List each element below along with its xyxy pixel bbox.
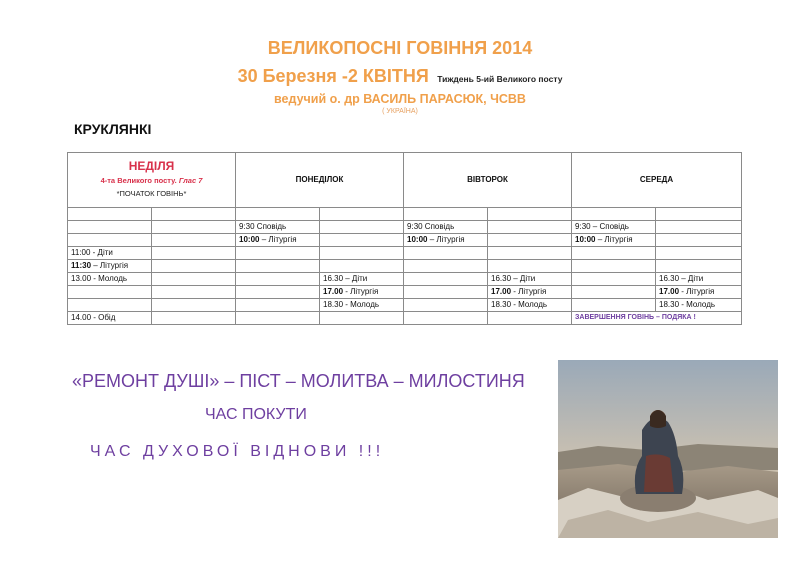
tuesday-liturgy — [404, 234, 488, 247]
tuesday-youth: 18.30 - Молодь — [488, 299, 572, 312]
sunday-lunch: 14.00 - Обід — [68, 312, 152, 325]
tuesday-children: 16.30 – Діти — [488, 273, 572, 286]
monday-confession: 9:30 Сповідь — [236, 221, 320, 234]
wednesday-evening-liturgy-label: - Літургія — [679, 287, 715, 296]
event-dates: 30 Березня -2 КВІТНЯ — [237, 66, 429, 86]
monday-children: 16.30 – Діти — [320, 273, 404, 286]
sunday-children: 11:00 - Діти — [68, 247, 152, 260]
tuesday-evening-liturgy-time: 17.00 — [491, 287, 512, 296]
sunday-liturgy-label: – Літургія — [91, 261, 129, 270]
dates-line — [0, 66, 800, 87]
slogan-line-1: «РЕМОНТ ДУШІ» – ПІСТ – МОЛИТВА – МИЛОСТИНЯ — [72, 371, 525, 391]
tuesday-evening-liturgy — [488, 286, 572, 299]
wednesday-liturgy-label: – Літургія — [595, 235, 633, 244]
sunday-week: 4-та Великого посту. — [100, 176, 177, 185]
christ-in-desert-painting — [558, 360, 778, 538]
wednesday-liturgy — [572, 234, 656, 247]
table-row — [68, 273, 742, 286]
wednesday-evening-liturgy — [656, 286, 742, 299]
table-row — [68, 221, 742, 234]
closing-note — [572, 312, 742, 325]
monday-evening-liturgy-label: - Літургія — [343, 287, 379, 296]
parish-name: КРУКЛЯНКІ — [74, 121, 152, 137]
wednesday-header: СЕРЕДА — [572, 153, 742, 208]
sunday-name: НЕДІЛЯ — [128, 159, 175, 173]
slogan-line-3: ЧАС ДУХОВОЇ ВІДНОВИ !!! — [90, 443, 385, 460]
wednesday-children: 16.30 – Діти — [656, 273, 742, 286]
monday-liturgy-label: – Літургія — [259, 235, 297, 244]
tuesday-evening-liturgy-label: - Літургія — [511, 287, 547, 296]
tuesday-liturgy-label: – Літургія — [427, 235, 465, 244]
wednesday-confession: 9:30 – Сповідь — [572, 221, 656, 234]
table-row — [68, 286, 742, 299]
tuesday-confession: 9:30 Сповідь — [404, 221, 488, 234]
sunday-liturgy-time: 11:30 — [71, 261, 92, 270]
monday-header: ПОНЕДІЛОК — [236, 153, 404, 208]
tuesday-liturgy-time: 10:00 — [407, 235, 428, 244]
sunday-start: *ПОЧАТОК ГОВІНЬ* — [116, 189, 187, 198]
table-row — [68, 247, 742, 260]
schedule-table — [67, 152, 742, 325]
monday-youth: 18.30 - Молодь — [320, 299, 404, 312]
sunday-liturgy — [68, 260, 152, 273]
tuesday-header: ВІВТОРОК — [404, 153, 572, 208]
sunday-glas: Глас 7 — [178, 176, 203, 185]
monday-liturgy — [236, 234, 320, 247]
country-line: ( УКРАЇНА) — [382, 108, 418, 115]
sunday-header — [68, 153, 236, 208]
sunday-youth: 13.00 - Молодь — [68, 273, 152, 286]
event-title: ВЕЛИКОПОСНІ ГОВІННЯ 2014 — [267, 38, 533, 58]
schedule-header-row — [68, 153, 742, 208]
table-row — [68, 312, 742, 325]
sunday-subtitle — [71, 175, 232, 187]
table-row — [68, 208, 742, 221]
monday-liturgy-time: 10:00 — [239, 235, 260, 244]
wednesday-youth: 18.30 - Молодь — [656, 299, 742, 312]
wednesday-liturgy-time: 10:00 — [575, 235, 596, 244]
monday-evening-liturgy-time: 17.00 — [323, 287, 344, 296]
table-row — [68, 260, 742, 273]
slogan-line-2: ЧАС ПОКУТИ — [205, 406, 307, 423]
monday-evening-liturgy — [320, 286, 404, 299]
closing-text: ЗАВЕРШЕННЯ ГОВІНЬ – ПОДЯКА ! — [575, 314, 696, 321]
painting-image — [558, 360, 778, 538]
table-row — [68, 234, 742, 247]
leader-line: ведучий о. др ВАСИЛЬ ПАРАСЮК, ЧСВВ — [274, 92, 526, 106]
table-row — [68, 299, 742, 312]
wednesday-evening-liturgy-time: 17.00 — [659, 287, 680, 296]
week-note: Тиждень 5-ий Великого посту — [437, 74, 563, 84]
